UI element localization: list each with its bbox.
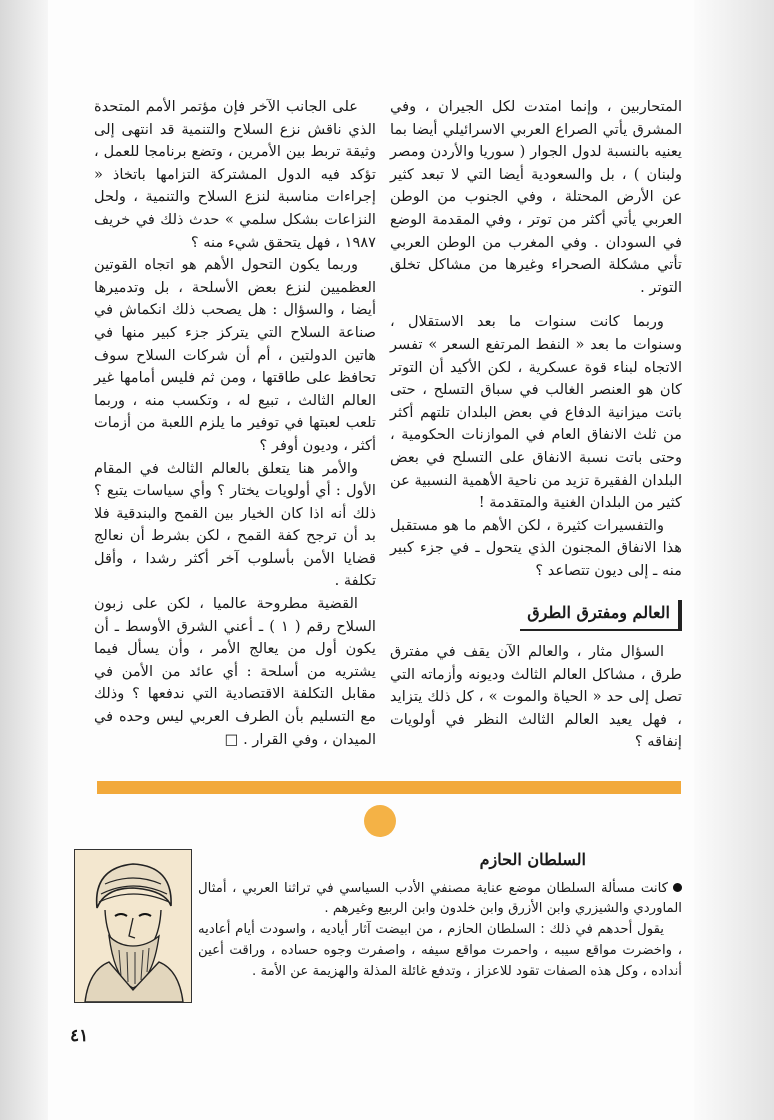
page-number: ٤١	[70, 1026, 89, 1046]
decorative-dot	[364, 805, 396, 837]
article-paragraph: وربما يكون التحول الأهم هو اتجاه القوتين العظميين لنزع بعض الأسلحة ، بل وتدميرها أيضا ، والسؤال : هل يصحب ذلك انكماش في صناعة السلاح التي يتركز جزء كبير منها في هاتين الدولتين ، أم أن شركات السلاح سوف تحافظ على طاقتها ، ومن ثم فليس أمامها غير العالم الثالث ، تبيع له ، وتكسب منه ، وربما تلعب لعبتها في توفير ما يلزم اللعبة من أزمات أكثر ، وديون أوفر ؟	[94, 256, 376, 454]
sidebar-title: السلطان الحازم	[479, 850, 586, 869]
article-paragraph: على الجانب الآخر فإن مؤتمر الأمم المتحدة الذي ناقش نزع السلاح والتنمية قد انتهى إلى وثيقة تربط بين الأمرين ، وتضع برنامجا للعمل ، تؤكد فيه الدول المشتركة التزامها باتخاذ « إجراءات مناسبة لنزع السلاح والتنمية ، ولحل النزاعات بشكل سلمي » حدث ذلك في خريف ١٩٨٧ ، فهل يتحقق شيء منه ؟	[94, 98, 376, 251]
article-paragraph: والأمر هنا يتعلق بالعالم الثالث في المقام الأول : أي أولويات يختار ؟ وأي سياسات يتبع ؟ ذلك أنه اذا كان الخيار بين القمح والبندقية فلا بد أن ترجح كفة القمح ، لكن بشرط أن نعالج قضايا الأمن بأسلوب آخر أكثر رشدا ، وأقل تكلفة .	[94, 459, 376, 590]
bullet-icon	[673, 883, 682, 892]
article-paragraph: والتفسيرات كثيرة ، لكن الأهم ما هو مستقبل هذا الانفاق المجنون الذي يتحول ـ في جزء كبير منه ـ إلى ديون تتصاعد ؟	[390, 516, 682, 579]
sultan-portrait-illustration	[74, 849, 192, 1003]
section-heading: العالم ومفترق الطرق	[520, 600, 682, 631]
article-paragraph	[94, 593, 376, 751]
article-column-right	[390, 96, 682, 754]
sidebar-text: كانت مسألة السلطان موضع عناية مصنفي الأدب السياسي في تراثنا العربي ، أمثال الماوردي والشيزري وابن الأزرق وابن خلدون وابن الربيع وغيرهم .	[198, 880, 682, 917]
sidebar-box	[198, 850, 682, 982]
paragraph-text: القضية مطروحة عالميا ، لكن على زبون السلاح رقم ( ١ ) ـ أعني الشرق الأوسط ـ أن يكون أول من يعالج الأمر ، وأن يسأل فيما يشتريه من أسلحة : أي عائد من الأمن في مقابل التكلفة الاقتصادية التي ندفعها ؟ وذلك مع التسليم بأن الطرف العربي ليس وحده في الميدان ، وفي القرار .	[94, 595, 376, 748]
article-paragraph: السؤال مثار ، والعالم الآن يقف في مفترق طرق ، مشاكل العالم الثالث وديونه وأزماته التي تصل إلى حد « الحياة والموت » ، كل ذلك يتزايد ، فهل يعيد العالم الثالث النظر في أولويات إنفاقه ؟	[390, 643, 682, 751]
article-paragraph: وربما كانت سنوات ما بعد الاستقلال ، وسنوات ما بعد « النفط المرتفع السعر » تفسر الاتجاه لبناء قوة عسكرية ، لكن الأكيد أن التوتر كان هو العنصر الغالب في سباق التسلح ، حتى باتت ميزانية الدفاع في بعض البلدان تلتهم أكثر من ثلث الانفاق العام في الموازنات الحكومية ، وحتى باتت نسبة الانفاق على التسلح في بعض البلدان الفقيرة تزيد من ناحية الأهمية النسبية عن كثير من البلدان الغنية والمتقدمة !	[390, 313, 682, 512]
article-column-left	[94, 96, 376, 751]
end-of-article-mark: □	[224, 730, 239, 748]
portrait-drawing	[75, 850, 191, 1002]
sidebar-paragraph	[198, 879, 682, 920]
section-divider-bar	[97, 781, 681, 794]
page-edge-shadow-right	[694, 0, 774, 1120]
page-edge-shadow-left	[0, 0, 48, 1120]
sidebar-paragraph: يقول أحدهم في ذلك : السلطان الحازم ، من ابيضت آثار أياديه ، واسودت أيام أعاديه ، واخضرت مواقع سيبه ، واحمرت مواقع سيفه ، واصفرت وجوه حساده ، وراقت أعين أنداده ، وكل هذه الصفات تقود للاعزاز ، وتدفع غائلة المذلة والهزيمة عن الأمة .	[198, 922, 682, 979]
article-paragraph: المتحاربين ، وإنما امتدت لكل الجيران ، وفي المشرق يأتي الصراع العربي الاسرائيلي أيضا بما يعنيه بالنسبة لدول الجوار ( سوريا والأردن ومصر ولبنان ) ، بل والسعودية أيضا التي لا تبعد كثير عن الأرض المحتلة ، وفي الجنوب من الوطن العربي يأتي أكثر من توتر ، وفي المقدمة الوضع في السودان . وفي المغرب من الوطن العربي تأتي مشكلة الصحراء وغيرها من مشاكل تخلق التوتر .	[390, 98, 682, 296]
